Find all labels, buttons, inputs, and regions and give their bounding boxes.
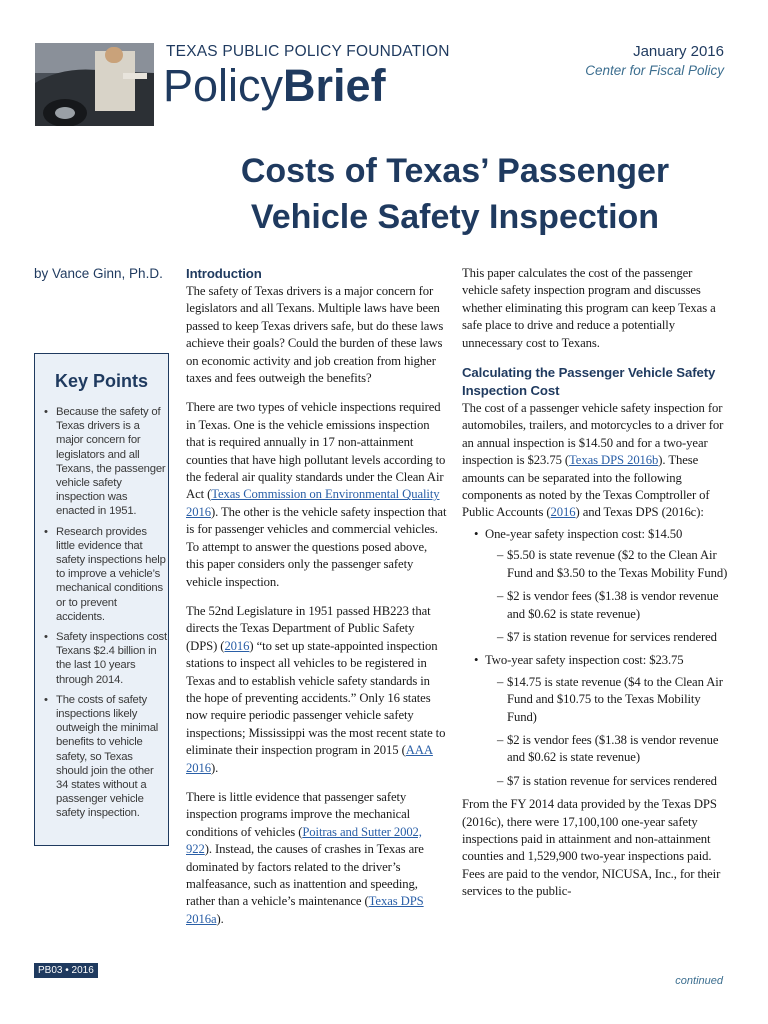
policy-brief-logo (163, 58, 386, 114)
header-photo (35, 43, 154, 126)
author-byline: by Vance Ginn, Ph.D. (34, 266, 163, 281)
introduction-heading: Introduction (186, 266, 262, 281)
citation-link-poitras[interactable]: Poitras and Sutter 2002, 922 (186, 824, 422, 857)
car-photo-illustration (35, 43, 154, 126)
cost-component: – $14.75 is state revenue ($4 to the Clean Air Fund and $10.75 to the Texas Mobility Fund) (485, 674, 728, 726)
text-span: ). (210, 760, 219, 775)
continued-label: continued (675, 975, 723, 987)
one-year-label: One-year safety inspection cost: $14.50 (485, 526, 683, 541)
publication-date: January 2016 (633, 43, 724, 60)
cost-component: – $7 is station revenue for services rendered (485, 773, 728, 790)
citation-link-dps-2016[interactable]: 2016 (224, 638, 250, 653)
brief-bold: Brief (283, 60, 386, 111)
citation-link-aaa[interactable]: AAA 2016 (186, 743, 433, 775)
center-name: Center for Fiscal Policy (585, 63, 724, 78)
text-span: ). These amounts can be separated into the following components as noted by the Texas Comptroller of Public Accounts ( (462, 453, 710, 520)
text-span: ). Instead, the causes of crashes in Texas are dominated by factors related to the driver’s malfeasance, such as inattention and speeding, rather than a vehicle’s maintenance ( (186, 842, 424, 909)
two-year-components (485, 674, 728, 790)
cost-breakdown-list (462, 526, 728, 790)
text-span: The 52nd Legislature in 1951 passed HB223 that directs the Texas Department of Public Safety (DPS) ( (186, 603, 431, 653)
intro-paragraph-4 (186, 789, 448, 928)
two-year-cost-item (462, 652, 728, 790)
cost-component: – $2 is vendor fees ($1.38 is vendor revenue and $0.62 is state revenue) (485, 732, 728, 767)
column-2 (462, 265, 728, 913)
cost-component: – $2 is vendor fees ($1.38 is vendor revenue and $0.62 is state revenue) (485, 588, 728, 623)
one-year-cost-item (462, 526, 728, 646)
two-year-label: Two-year safety inspection cost: $23.75 (485, 653, 684, 668)
text-span: The cost of a passenger vehicle safety inspection for automobiles, trailers, and motorcycles to a driver for an annual inspection is $14.50 and for a two-year inspection is $23.75 ( (462, 401, 724, 468)
col2-paragraph-2 (462, 400, 728, 522)
col2-paragraph-3: From the FY 2014 data provided by the Texas DPS (2016c), there were 17,100,100 one-year safety inspections paid in attainment and non-attainment counties and 1,529,900 two-year inspections paid. Fees are paid to the vendor, NICUSA, Inc., for their services to the public- (462, 797, 721, 899)
key-points-title: Key Points (54, 371, 149, 391)
text-span: ) and Texas DPS (2016c): (575, 505, 704, 520)
calculation-heading: Calculating the Passenger Vehicle Safety Inspection Cost (462, 365, 716, 399)
text-span: There is little evidence that passenger safety inspection programs improve the mechanical conditions of vehicles ( (186, 789, 411, 839)
title-line-2: Vehicle Safety Inspection (250, 198, 660, 236)
col2-paragraph-1: This paper calculates the cost of the passenger vehicle safety inspection program and discusses whether eliminating this program can keep Texas a safe place to drive and reduce a potentially unnecessary cost to Texans. (462, 266, 716, 350)
text-span: ) “to set up state-appointed inspection stations to inspect all vehicles to be registered in Texas and to establish vehicle safety standards in the hope of preventing accidents.” Only 16 states now require periodic passenger vehicle safety inspections; Mississippi was the most recent state to eliminate their inspection program in 2015 ( (186, 638, 446, 758)
brief-light: Policy (163, 60, 284, 111)
column-1 (186, 265, 448, 940)
text-span: ). (216, 911, 224, 926)
cost-component: – $7 is station revenue for services rendered (485, 629, 728, 646)
text-span: ). The other is the vehicle safety inspection that is for passenger vehicles and commercial vehicles. To attempt to answer the questions posed above, this paper considers only the passenger safety vehicle inspection. (186, 504, 447, 589)
key-point-item: • The costs of safety inspections likely outweigh the minimal benefits to vehicle safety, so Texas should join the other 34 states without a passenger vehicle safety inspection. (41, 693, 167, 821)
intro-paragraph-2 (186, 399, 448, 590)
citation-link-tceq[interactable]: Texas Commission on Environmental Quality 2016 (186, 487, 440, 519)
document-title (150, 148, 760, 240)
intro-paragraph-1: The safety of Texas drivers is a major concern for legislators and all Texans. Multiple laws have been passed to keep Texas drivers safe, but do these laws achieve their goals? Could the burden of these laws on economic activity and job creation from higher taxes and fees outweigh the benefits? (186, 284, 444, 386)
organization-name: TEXAS PUBLIC POLICY FOUNDATION (166, 43, 450, 60)
cost-component: – $5.50 is state revenue ($2 to the Clean Air Fund and $3.50 to the Texas Mobility Fund) (485, 547, 728, 582)
title-line-1: Costs of Texas’ Passenger (240, 152, 670, 190)
key-points-box (34, 353, 169, 846)
key-point-item: • Because the safety of Texas drivers is a major concern for legislators and all Texans, the passenger vehicle safety inspection was enacted in 1951. (41, 405, 167, 519)
text-span: There are two types of vehicle inspections required in Texas. One is the vehicle emissions inspection that is required annually in 17 non-attainment counties that have high pollutant levels according to the federal air quality standards under the Clean Air Act ( (186, 400, 446, 502)
citation-link-dps-2016a[interactable]: Texas DPS 2016a (186, 894, 424, 926)
one-year-components (485, 547, 728, 646)
intro-paragraph-3 (186, 603, 448, 777)
key-point-item: • Safety inspections cost Texans $2.4 billion in the last 10 years through 2014. (41, 630, 167, 687)
key-points-list (41, 405, 167, 827)
key-point-item: • Research provides little evidence that safety inspections help to improve a vehicle’s mechanical conditions or to prevent accidents. (41, 525, 167, 624)
publication-code-badge: PB03 • 2016 (34, 963, 98, 978)
citation-link-dps-2016b[interactable]: Texas DPS 2016b (569, 453, 659, 468)
citation-link-comptroller[interactable]: 2016 (550, 505, 576, 520)
